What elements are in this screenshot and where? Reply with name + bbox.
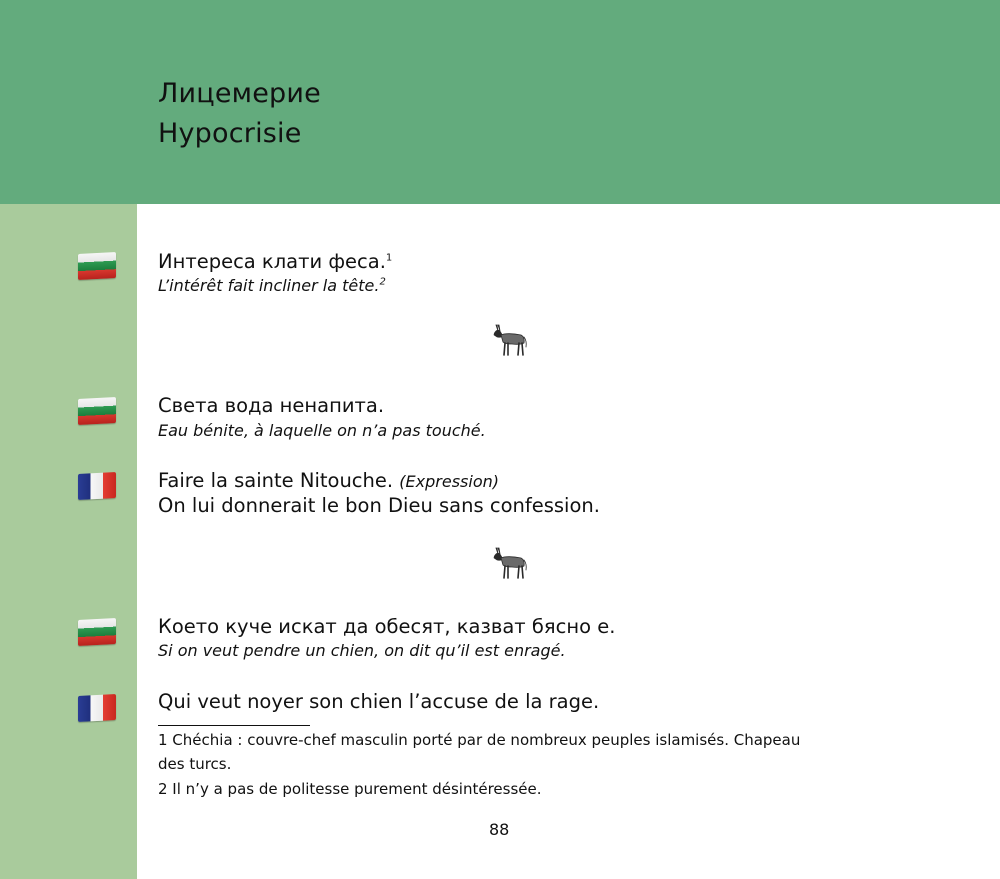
proverb-4-translation: Si on veut pendre un chien, on dit qu’il est enragé. bbox=[158, 641, 566, 660]
proverb-1-text: Интереса клати феса.$^1$ bbox=[158, 250, 393, 273]
proverb-3-text-2: On lui donnerait le bon Dieu sans confession. bbox=[158, 494, 600, 517]
proverb-4-text: Което куче искат да обесят, казват бясно е. bbox=[158, 615, 616, 638]
proverb-2-translation: Eau bénite, à laquelle on n’a pas touché. bbox=[158, 421, 486, 440]
page-title-french: Hypocrisie bbox=[158, 118, 302, 149]
french-flag-icon bbox=[78, 694, 116, 722]
bulgarian-flag-icon bbox=[78, 618, 116, 646]
bulgarian-flag-icon bbox=[78, 397, 116, 425]
proverb-5-text: Qui veut noyer son chien l’accuse de la rage. bbox=[158, 690, 600, 713]
footnote-ref-1: 1 bbox=[385, 252, 393, 264]
page-number: 88 bbox=[489, 820, 510, 839]
donkey-icon bbox=[492, 322, 528, 358]
footnote-ref-2: 2 bbox=[379, 276, 386, 288]
proverb-2-text: Света вода ненапита. bbox=[158, 394, 385, 417]
page-title-bulgarian: Лицемерие bbox=[158, 78, 321, 109]
footnote-1-line-1: 1 Chéchia : couvre-chef masculin porté par de nombreux peuples islamisés. Chapeau bbox=[158, 731, 801, 749]
bulgarian-flag-icon bbox=[78, 252, 116, 280]
footnote-divider bbox=[158, 725, 310, 726]
proverb-3-text: Faire la sainte Nitouche. (Expression) bbox=[158, 469, 499, 492]
footnote-1-line-2: des turcs. bbox=[158, 755, 232, 773]
header-band bbox=[0, 0, 1000, 204]
expression-note: (Expression) bbox=[399, 472, 499, 491]
french-flag-icon bbox=[78, 472, 116, 500]
sidebar-band bbox=[0, 204, 137, 879]
footnote-2: 2 Il n’y a pas de politesse purement désintéressée. bbox=[158, 780, 542, 798]
proverb-1-translation: L’intérêt fait incliner la tête.$^2$ bbox=[158, 276, 386, 295]
donkey-icon bbox=[492, 545, 528, 581]
